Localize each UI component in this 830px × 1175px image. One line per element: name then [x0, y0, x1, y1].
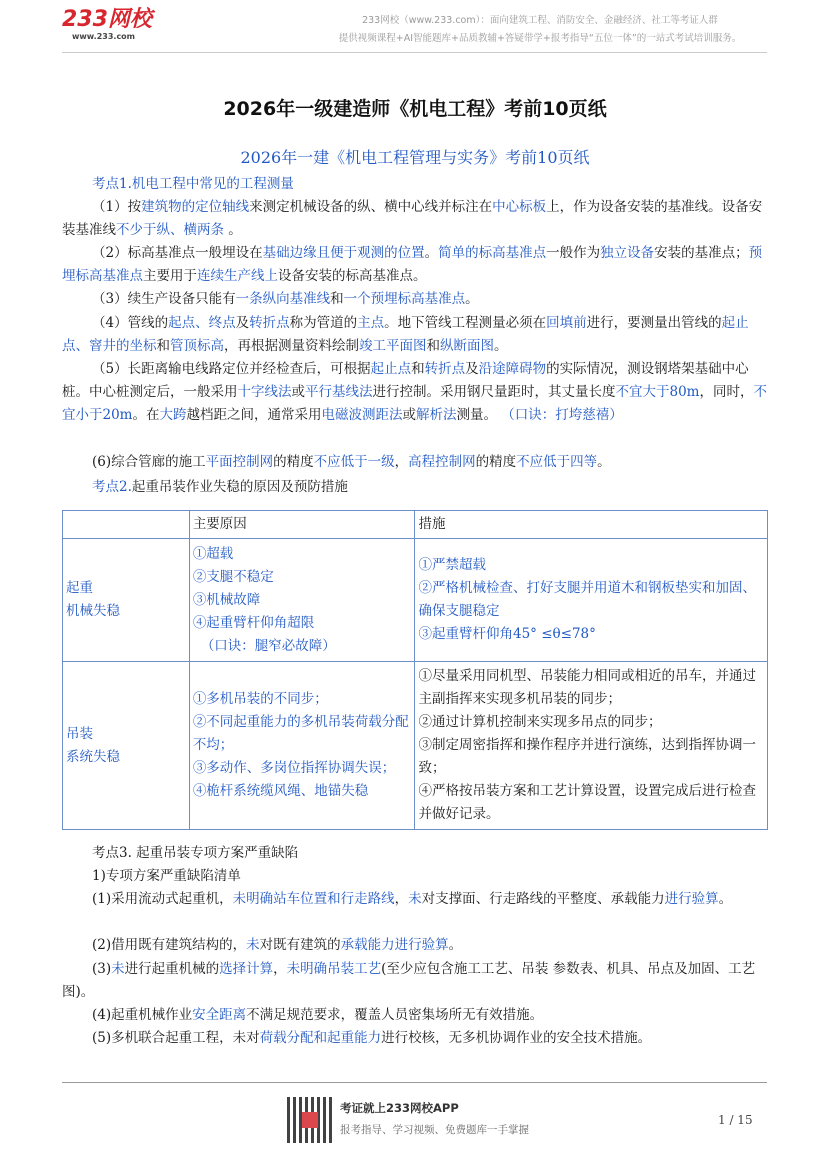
body-text: 。 [465, 291, 479, 307]
highlighted-text: 选择计算 [219, 961, 274, 977]
highlighted-text: 独立设备 [600, 245, 655, 261]
kp3-item-2 [62, 934, 768, 957]
highlighted-text: 进行验算 [664, 891, 719, 907]
kp2-heading-number: 考点2. [92, 479, 132, 495]
table-category-cell [63, 539, 190, 662]
kp1-paragraph-2 [62, 242, 768, 288]
body-text: (4)起重机械作业 [92, 1007, 193, 1023]
highlighted-text: 未 [246, 937, 260, 953]
kp1-paragraph-1 [62, 196, 768, 242]
body-text: 进行，要测量出管线的 [586, 315, 722, 331]
table-header-cell: 主要原因 [189, 511, 415, 539]
measure-item: ②通过计算机控制来实现多吊点的同步； [418, 714, 662, 730]
body-text: 设备安装的标高基准点。 [278, 268, 427, 284]
kp1-paragraph-4 [62, 312, 768, 358]
table-header-row [63, 511, 768, 539]
body-text: 称为管道的 [289, 315, 358, 331]
highlighted-text: 安全距离 [192, 1007, 247, 1023]
body-text: 上，作为设备安装的基准线。设备安装基准线 [62, 199, 763, 238]
document-title: 2026年一级建造师《机电工程》考前10页纸 [223, 98, 607, 120]
highlighted-text: 转折点 [424, 361, 466, 377]
cause-item: ④起重臂杆仰角超限 [192, 614, 315, 631]
table-category-cell [63, 662, 190, 830]
highlighted-text: 主点 [357, 315, 385, 331]
kp1-paragraph-5 [62, 358, 768, 427]
body-text: 进行校核，无多机协调作业的安全技术措施。 [381, 1030, 652, 1046]
brand-logo [62, 8, 172, 42]
body-text: (2)借用既有建筑结构的， [92, 937, 247, 953]
highlighted-text: 转折点 [249, 315, 290, 331]
kp1-paragraph-3 [62, 288, 768, 311]
highlighted-text: 不应低于一级 [313, 454, 395, 470]
kp1-paragraph-6 [62, 451, 768, 474]
highlighted-text: 平面控制网 [205, 454, 274, 470]
measure-item: ②严格机械检查、打好支腿并用道木和钢板垫实和加固、确保支腿稳定 [418, 580, 756, 619]
body-text: 进行起重机械的 [124, 961, 220, 977]
body-text: （3）续生产设备只能有 [92, 291, 236, 307]
highlighted-text: 大跨 [159, 407, 187, 423]
body-text: 或 [291, 384, 305, 400]
footer-divider [62, 1082, 767, 1083]
body-text: ， [394, 891, 409, 907]
cause-item: ③多动作、多岗位指挥协调失误； [192, 760, 396, 776]
body-text: 和 [411, 361, 425, 377]
body-text: （1）按 [92, 199, 142, 215]
highlighted-text: 不少于纵、横两条 [116, 222, 224, 238]
body-text: 和 [330, 291, 344, 307]
table-row [63, 662, 768, 830]
header-line-1: 233网校（www.233.com）：面向建筑工程、消防安全、金融经济、社工等考证人群 [362, 15, 718, 26]
body-text: ，同时， [699, 384, 754, 400]
body-text: (6)综合管廊的施工 [92, 454, 206, 470]
measure-item: ③起重臂杆仰角45° ≤θ≤78° [418, 626, 596, 642]
cause-item: ①多机吊装的不同步； [192, 691, 328, 707]
body-text: 来测定机械设备的纵、横中心线并标注在 [249, 199, 493, 215]
kp3-item-1 [62, 888, 768, 911]
highlighted-text: 高程控制网 [408, 454, 476, 470]
category-line: 机械失稳 [66, 603, 120, 619]
qr-code-icon[interactable] [287, 1097, 333, 1143]
measure-item: ③制定周密指挥和操作程序并进行演练，达到指挥协调一致； [418, 737, 756, 776]
table-causes-cell [189, 539, 415, 662]
highlighted-text: 建筑物的定位轴线 [141, 199, 250, 215]
highlighted-text: 未明确吊装工艺 [286, 961, 382, 977]
body-text: 和 [156, 338, 170, 354]
kp3-item-4 [62, 1004, 768, 1027]
body-text: 。在 [132, 407, 160, 423]
cause-item: （口诀：腿窄必故障） [200, 637, 336, 654]
highlighted-text: 不应低于四等 [516, 454, 598, 470]
highlighted-text: 纵断面图 [440, 338, 494, 354]
document-subtitle: 2026年一建《机电工程管理与实务》考前10页纸 [240, 148, 590, 167]
body-text: 及 [465, 361, 479, 377]
body-text: 及 [235, 315, 250, 331]
highlighted-text: 不宜大于80m [615, 384, 700, 400]
body-text: ， [273, 961, 287, 977]
highlighted-text: 管顶标高 [170, 338, 224, 354]
highlighted-text: 简单的标高基准点 [438, 245, 547, 261]
body-text: 的精度 [475, 454, 517, 470]
category-line: 吊装 [66, 725, 93, 742]
body-text: 测量。 [456, 407, 502, 423]
highlighted-text: （口诀：打垮慈禧） [501, 407, 623, 423]
footer-app-promo: 考证就上233网校APP [340, 1101, 459, 1115]
cause-item: ①超载 [192, 545, 234, 562]
table-row [63, 539, 768, 662]
body-text: 的精度 [273, 454, 314, 470]
body-text: 。 [494, 338, 508, 354]
highlighted-text: 基础边缘且便于观测的位置 [262, 245, 425, 261]
body-text: ，再根据测量资料绘制 [224, 338, 359, 354]
kp3-item-3 [62, 958, 768, 1004]
qr-logo-icon [302, 1112, 318, 1128]
body-text: ， [394, 454, 409, 470]
body-text: 或 [402, 407, 416, 423]
highlighted-text: 一个预埋标高基准点 [343, 291, 466, 307]
body-text: 对支撑面、行走路线的平整度、承载能力 [421, 891, 665, 907]
cause-item: ③机械故障 [192, 591, 261, 608]
highlighted-text: 不宜小于20m [62, 384, 767, 423]
highlighted-text: 连续生产线上 [197, 268, 278, 284]
highlighted-text: 未明确站车位置和行走路线 [232, 891, 395, 907]
header-divider [62, 52, 767, 53]
body-text: 。 [224, 222, 242, 238]
body-text: (至少应包含施工工艺、吊装 参数表、机具、吊点及加固、工艺图)。 [62, 961, 756, 1000]
category-line: 系统失稳 [66, 748, 120, 765]
body-text: (1)采用流动式起重机， [92, 891, 233, 907]
highlighted-text: 未 [408, 891, 422, 907]
highlighted-text: 竣工平面图 [359, 338, 427, 354]
body-text: （4）管线的 [92, 315, 169, 331]
highlighted-text: 十字线法 [237, 384, 292, 400]
highlighted-text: 解析法 [415, 407, 457, 423]
body-text: （5）长距离输电线路定位并经检查后，可根据 [92, 361, 371, 377]
body-text: (3) [92, 961, 112, 977]
body-text: 。 [597, 454, 611, 470]
measure-item: ①严禁超载 [418, 557, 486, 573]
header-line-2: 提供视频课程+AI智能题库+品质教辅+答疑带学+报考指导“五位一体”的一站式考试培训服务。 [338, 33, 742, 44]
body-text: 。 [424, 245, 439, 261]
highlighted-text: 起止点 [370, 361, 412, 377]
body-text: 对既有建筑的 [259, 937, 341, 953]
table-header-cell: 措施 [415, 511, 768, 539]
body-text: 安装的基准点； [654, 245, 749, 261]
highlighted-text: 预埋标高基准点 [62, 245, 763, 284]
cause-item: ②支腿不稳定 [192, 568, 274, 585]
kp2-heading [62, 476, 768, 499]
body-text: 的实际情况，测设钢塔架基础中心桩。中心桩测定后，一般采用 [62, 361, 749, 400]
header-slogan [310, 12, 770, 48]
body-text: 。 [448, 937, 463, 953]
measure-item: ④严格按吊装方案和工艺计算设置，设置完成后进行检查并做好记录。 [418, 783, 756, 822]
kp1-heading: 考点1.机电工程中常见的工程测量 [92, 176, 294, 192]
kp2-heading-text: 起重吊装作业失稳的原因及预防措施 [131, 479, 348, 495]
body-text: 和 [426, 338, 440, 354]
measure-item: ①尽量采用同机型、吊装能力相同或相近的吊车，并通过主副指挥来实现多机吊装的同步； [418, 668, 756, 707]
body-text: （2）标高基准点一般埋设在 [92, 245, 263, 261]
body-text: 。地下管线工程测量必须在 [384, 315, 547, 331]
highlighted-text: 回填前 [546, 315, 587, 331]
table-header-cell [63, 511, 190, 539]
page-number: 1 / 15 [718, 1113, 753, 1127]
highlighted-text: 沿途障碍物 [478, 361, 547, 377]
table-measures-cell [415, 539, 768, 662]
highlighted-text: 平行基线法 [305, 384, 373, 400]
highlighted-text: 荷载分配和起重能力 [259, 1030, 382, 1046]
highlighted-text: 承载能力进行验算 [340, 937, 449, 953]
table-measures-cell [415, 662, 768, 830]
cause-item: ④桅杆系统缆风绳、地锚失稳 [192, 783, 369, 799]
category-line: 起重 [66, 580, 93, 596]
body-text: 。 [718, 891, 733, 907]
body-text: 越档距之间，通常采用 [186, 407, 322, 423]
body-text: 一般作为 [546, 245, 601, 261]
highlighted-text: 电磁波测距法 [321, 407, 403, 423]
highlighted-text: 中心标板 [492, 199, 547, 215]
kp3-heading: 考点3. 起重吊装专项方案严重缺陷 [92, 845, 299, 861]
body-text: 主要用于 [143, 268, 197, 284]
body-text: 不满足规范要求，覆盖人员密集场所无有效措施。 [246, 1007, 544, 1023]
table-causes-cell [189, 662, 415, 830]
lifting-instability-table [62, 510, 768, 830]
cause-item: ②不同起重能力的多机吊装荷载分配不均； [192, 714, 409, 753]
logo-url-text: www.233.com [72, 32, 136, 41]
footer-tagline: 报考指导、学习视频、免费题库一手掌握 [340, 1124, 529, 1136]
body-text: (5)多机联合起重工程，未对 [92, 1030, 260, 1046]
highlighted-text: 未 [111, 961, 125, 977]
kp3-list-title: 1)专项方案严重缺陷清单 [92, 868, 241, 884]
highlighted-text: 起止点、窨井的坐标 [62, 315, 749, 354]
logo-main-text: 233网校 [62, 7, 152, 32]
highlighted-text: 起点、终点 [168, 315, 236, 331]
highlighted-text: 一条纵向基准线 [235, 291, 331, 307]
body-text: 进行控制。采用钢尺量距时，其丈量长度 [372, 384, 616, 400]
kp3-item-5 [62, 1027, 768, 1050]
